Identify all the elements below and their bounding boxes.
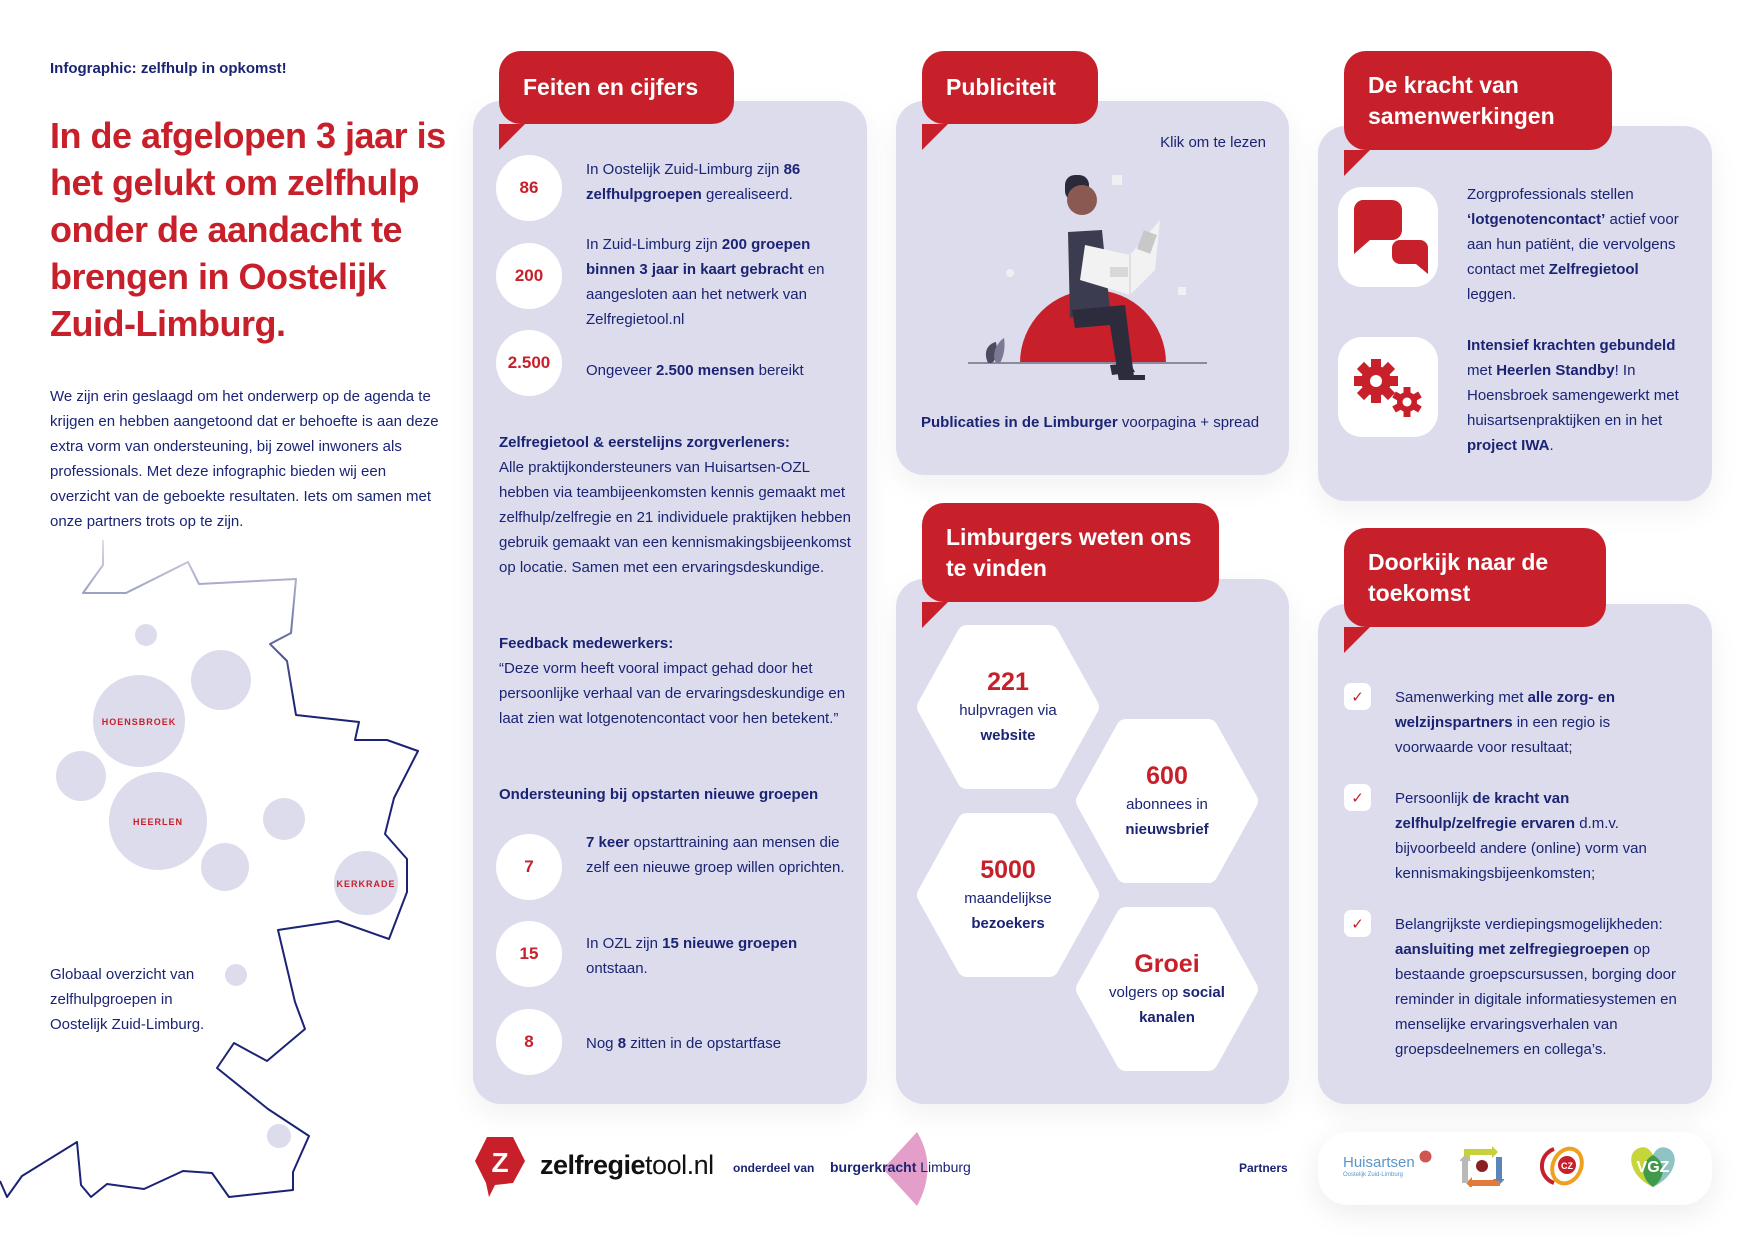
bold-segment: 2.500 mensen	[656, 362, 755, 379]
doorkijk-item	[1395, 786, 1680, 886]
text-segment: voorpagina + spread	[1117, 414, 1260, 431]
brand-bold: zelfregie	[540, 1150, 646, 1180]
hex-number: 221	[987, 668, 1029, 696]
bold-segment: Publicaties in de Limburger	[921, 414, 1118, 431]
logo-letter: Z	[491, 1147, 509, 1178]
stat-text	[586, 830, 846, 880]
doorkijk-title: Doorkijk naar de toekomst	[1368, 548, 1549, 606]
bold-segment: 8	[617, 1035, 627, 1052]
partner-logo-arrows-icon[interactable]	[1460, 1145, 1504, 1187]
text-segment: .	[1549, 437, 1554, 454]
icon-box	[1338, 187, 1438, 287]
tab-tail	[1344, 627, 1370, 653]
bold-segment: aansluiting met zelfregiegroepen	[1395, 941, 1630, 958]
map-label-heerlen: HEERLEN	[132, 817, 184, 827]
partner-logo-cz-icon[interactable]	[1540, 1145, 1586, 1187]
stat-text	[586, 157, 836, 207]
hex-number: 5000	[980, 856, 1036, 884]
hex-label: hulpvragen via	[959, 702, 1057, 719]
check-icon: ✓	[1344, 683, 1371, 710]
hex-label: volgers op	[1109, 984, 1183, 1001]
section-body: Alle praktijkondersteuners van Huisartsen-OZL hebben via teambijeenkomsten kennis gemaakt met zelfhulp/zelfregie en 21 individuele praktijken hebben gebruik gemaakt van een kennismakingsbijeenkomst op locatie. Samen met een ervaringsdeskundige.	[499, 459, 851, 576]
map-bubble	[267, 1124, 291, 1148]
text-segment: op bestaande groepscursussen, borging door reminder in digitale informatiesystemen en menselijke ervaringsverhalen van groepsdeelnemers en collega’s.	[1395, 941, 1677, 1058]
stat-hexagon	[1076, 719, 1258, 883]
section-title: Ondersteuning bij opstarten nieuwe groepen	[499, 786, 819, 803]
bold-segment: 15 nieuwe groepen	[662, 935, 798, 952]
intro-paragraph: We zijn erin geslaagd om het onderwerp op de agenda te krijgen en hebben aangetoond dat er behoefte is aan deze extra vorm van ondersteuning, bij zowel inwoners als professionals. Met deze infographic bieden wij een overzicht van de geboekte resultaten. Iets om samen met onze partners trots op te zijn.	[50, 388, 439, 530]
vgz-text: VGZ	[1636, 1159, 1670, 1176]
zelfregietool-logo-icon	[473, 1135, 527, 1199]
region-map	[0, 530, 440, 1220]
partner-subname: Oostelijk Zuid-Limburg	[1343, 1172, 1404, 1178]
text-segment: Nog	[586, 1035, 618, 1052]
tab-doorkijk-title	[1344, 528, 1606, 627]
gears-icon	[1338, 337, 1438, 437]
kracht-text	[1467, 182, 1692, 307]
hex-label-bold: social kanalen	[1139, 984, 1225, 1026]
stat-circle: 2.500	[496, 330, 562, 396]
feiten-title: Feiten en cijfers	[523, 74, 699, 100]
publiciteit-title: Publiciteit	[946, 74, 1056, 100]
check-icon: ✓	[1344, 784, 1371, 811]
text-segment: In Zuid-Limburg zijn	[586, 236, 722, 253]
stat-hexagon	[917, 813, 1099, 977]
text-segment: Samenwerking met	[1395, 689, 1528, 706]
hex-label-bold: bezoekers	[971, 915, 1045, 932]
bold-segment: Heerlen Standby	[1496, 362, 1615, 379]
section-title: Zelfregietool & eerstelijns zorgverleners:	[499, 434, 790, 451]
kracht-text	[1467, 333, 1692, 458]
bold-segment: project IWA	[1467, 437, 1550, 454]
bold-segment: Zelfregietool	[1548, 261, 1639, 278]
stat-circle: 200	[496, 243, 562, 309]
kracht-title: De kracht van samenwerkingen	[1368, 71, 1555, 129]
map-caption: Globaal overzicht van zelfhulpgroepen in Oostelijk Zuid-Limburg.	[50, 966, 205, 1033]
kicker: Infographic: zelfhulp in opkomst!	[50, 60, 287, 77]
bold-segment: de kracht van zelfhulp/zelfregie ervaren	[1395, 790, 1576, 832]
stat-circle: 8	[496, 1009, 562, 1075]
text-segment: opstarttraining aan mensen die zelf een nieuwe groep willen oprichten.	[586, 834, 845, 876]
org-bold: burgerkracht	[830, 1159, 917, 1175]
brand-light: tool.nl	[645, 1150, 714, 1180]
zelfregietool-brand[interactable]	[540, 1150, 714, 1181]
text-segment: en aangesloten aan het netwerk van Zelfregietool.nl	[586, 261, 825, 328]
tab-tail	[499, 124, 525, 150]
partner-logo-vgz-icon[interactable]	[1625, 1143, 1681, 1189]
text-segment: ontstaan.	[586, 960, 648, 977]
partner-logo-huisartsen-mark-icon	[1419, 1150, 1432, 1163]
hex-label: abonnees in	[1126, 796, 1208, 813]
burgerkracht-brand[interactable]	[830, 1159, 971, 1175]
text-segment: d.m.v. bijvoorbeeld andere (online) vorm van kennismakingsbijeenkomsten;	[1395, 815, 1647, 882]
stat-text	[586, 232, 846, 332]
publiciteit-caption	[921, 410, 1281, 435]
text-segment: In OZL zijn	[586, 935, 663, 952]
map-bubble	[201, 843, 249, 891]
text-segment: Zorgprofessionals stellen	[1467, 186, 1634, 203]
limburgers-title: Limburgers weten ons te vinden	[946, 523, 1192, 581]
text-segment: in een regio is voorwaarde voor resultaat;	[1395, 714, 1611, 756]
newspaper-reader-illustration	[960, 170, 1220, 380]
stat-circle: 15	[496, 921, 562, 987]
cz-text: CZ	[1561, 1161, 1573, 1171]
headline: In de afgelopen 3 jaar is het gelukt om zelfhulp onder de aandacht te brengen in Oostelijk Zuid-Limburg.	[50, 115, 446, 344]
stat-text	[586, 1031, 846, 1056]
read-link[interactable]: Klik om te lezen	[1160, 134, 1266, 151]
text-segment: zitten in de opstartfase	[626, 1035, 782, 1052]
chat-bubbles-icon	[1338, 187, 1438, 287]
icon-box	[1338, 337, 1438, 437]
tab-kracht-title	[1344, 51, 1612, 150]
bold-segment: ‘lotgenotencontact’	[1467, 211, 1606, 228]
text-segment: leggen.	[1467, 286, 1517, 303]
text-segment: ! In Hoensbroek samengewerkt met huisartsenpraktijken en in het	[1467, 362, 1679, 429]
text-segment: actief voor aan hun patiënt, die vervolgens contact met	[1467, 211, 1679, 278]
bold-segment: alle zorg- en welzijnspartners	[1395, 689, 1616, 731]
text-segment: met	[1467, 362, 1497, 379]
text-segment: bereikt	[754, 362, 804, 379]
text-segment: Ongeveer	[586, 362, 657, 379]
stat-hexagon	[1076, 907, 1258, 1071]
partners-label: Partners	[1239, 1161, 1288, 1175]
hex-number: Groei	[1134, 950, 1200, 978]
text-segment: In Oostelijk Zuid-Limburg zijn	[586, 161, 784, 178]
bold-segment: 200 groepen binnen 3 jaar in kaart gebracht	[586, 236, 811, 278]
map-bubble	[135, 624, 157, 646]
section-body: “Deze vorm heeft vooral impact gehad door het persoonlijke verhaal van de ervaringsdeskundige en laat zien wat lotgenotencontact voor hen betekent.”	[499, 660, 846, 727]
map-label-kerkrade: KERKRADE	[336, 879, 396, 889]
org-light: Limburg	[916, 1159, 971, 1175]
check-icon: ✓	[1344, 910, 1371, 937]
text-segment: Persoonlijk	[1395, 790, 1473, 807]
tab-feiten-title	[499, 51, 734, 124]
partner-name: Huisartsen	[1343, 1154, 1415, 1171]
doorkijk-item	[1395, 912, 1695, 1062]
map-bubble	[56, 751, 106, 801]
tab-publiciteit-title	[922, 51, 1098, 124]
hex-number: 600	[1146, 762, 1188, 790]
hex-label: maandelijkse	[964, 890, 1052, 907]
bold-segment: Intensief krachten gebundeld	[1467, 337, 1676, 354]
stat-hexagon	[917, 625, 1099, 789]
tab-tail	[922, 124, 948, 150]
bold-segment: 7 keer	[586, 834, 630, 851]
stat-circle: 7	[496, 834, 562, 900]
map-bubble	[191, 650, 251, 710]
section-title: Feedback medewerkers:	[499, 635, 674, 652]
tab-tail	[1344, 150, 1370, 176]
part-of-label: onderdeel van	[733, 1161, 815, 1175]
stat-circle: 86	[496, 155, 562, 221]
stat-text	[586, 931, 836, 981]
text-segment: Belangrijkste verdiepingsmogelijkheden:	[1395, 916, 1663, 933]
map-bubble	[263, 798, 305, 840]
doorkijk-item	[1395, 685, 1675, 760]
hex-label-bold: nieuwsbrief	[1125, 821, 1209, 838]
tab-limburgers-title	[922, 503, 1219, 602]
text-segment: gerealiseerd.	[701, 186, 793, 203]
map-label-hoensbroek: HOENSBROEK	[101, 717, 177, 727]
partner-logo-huisartsen[interactable]	[1343, 1155, 1415, 1179]
hex-label-bold: website	[980, 727, 1036, 744]
bold-segment: 86 zelfhulpgroepen	[586, 161, 801, 203]
stat-text	[586, 358, 846, 383]
